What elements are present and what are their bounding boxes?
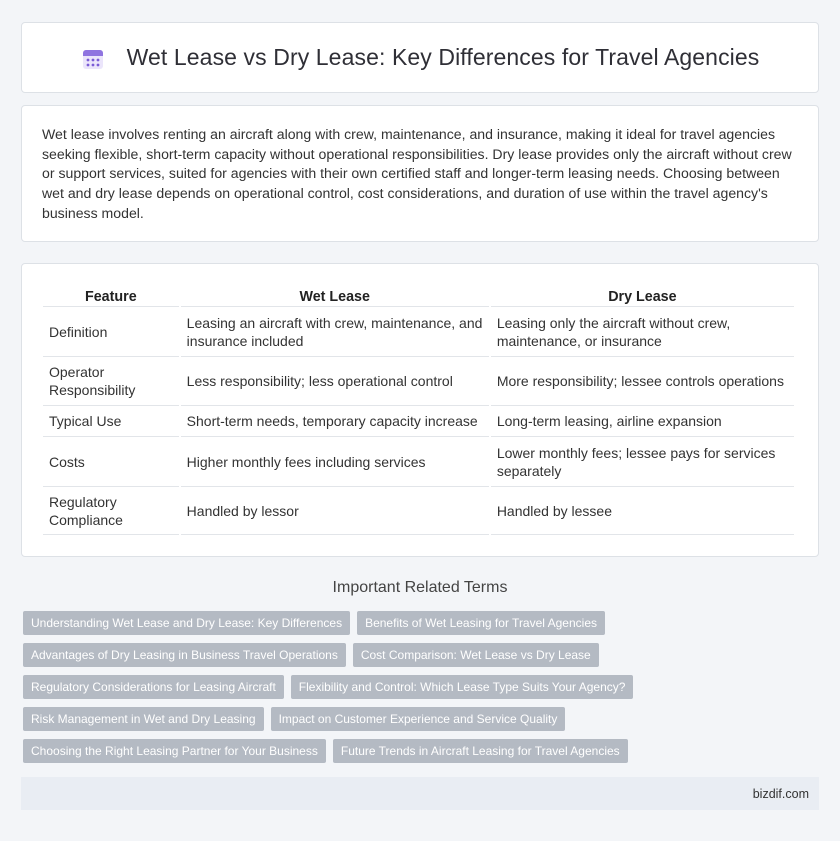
header-wet-lease: Wet Lease bbox=[181, 286, 489, 307]
related-term-link[interactable]: Cost Comparison: Wet Lease vs Dry Lease bbox=[353, 643, 599, 667]
related-terms-title: Important Related Terms bbox=[332, 579, 508, 596]
dry-lease-cell: More responsibility; lessee controls operations bbox=[491, 357, 794, 406]
feature-cell: Definition bbox=[43, 307, 179, 357]
page-title: Wet Lease vs Dry Lease: Key Differences for Travel Agencies bbox=[126, 44, 760, 70]
wet-lease-cell: Handled by lessor bbox=[181, 487, 489, 535]
intro-text: Wet lease involves renting an aircraft along with crew, maintenance, and insurance, making it ideal for travel agencies seeking flexible, short-term capacity without operational responsibilities. Dry lease provides only the aircraft without crew or support services, suited for agencies with their own certified staff and longer-term leasing needs. Choosing between wet and dry lease depends on operational control, cost considerations, and duration of use within the travel agency's business model. bbox=[42, 126, 792, 221]
feature-cell: Operator Responsibility bbox=[43, 357, 179, 406]
table-row bbox=[43, 437, 794, 487]
feature-cell: Costs bbox=[43, 437, 179, 487]
table-header-row bbox=[43, 286, 794, 307]
comparison-table bbox=[41, 286, 796, 535]
footer bbox=[21, 777, 819, 810]
page-header bbox=[21, 22, 819, 93]
wet-lease-cell: Less responsibility; less operational control bbox=[181, 357, 489, 406]
dry-lease-cell: Long-term leasing, airline expansion bbox=[491, 406, 794, 437]
related-term-link[interactable]: Impact on Customer Experience and Service Quality bbox=[271, 707, 566, 731]
dry-lease-cell: Handled by lessee bbox=[491, 487, 794, 535]
related-term-link[interactable]: Risk Management in Wet and Dry Leasing bbox=[23, 707, 264, 731]
table-row bbox=[43, 406, 794, 437]
table-row bbox=[43, 307, 794, 357]
dry-lease-cell: Leasing only the aircraft without crew, maintenance, or insurance bbox=[491, 307, 794, 357]
feature-cell: Regulatory Compliance bbox=[43, 487, 179, 535]
related-term-link[interactable]: Future Trends in Aircraft Leasing for Travel Agencies bbox=[333, 739, 628, 763]
related-term-link[interactable]: Advantages of Dry Leasing in Business Travel Operations bbox=[23, 643, 346, 667]
header-dry-lease: Dry Lease bbox=[491, 286, 794, 307]
feature-cell: Typical Use bbox=[43, 406, 179, 437]
wet-lease-cell: Leasing an aircraft with crew, maintenance, and insurance included bbox=[181, 307, 489, 357]
header-feature: Feature bbox=[43, 286, 179, 307]
comparison-card bbox=[21, 263, 819, 557]
footer-site-link[interactable]: bizdif.com bbox=[752, 786, 809, 801]
related-term-link[interactable]: Understanding Wet Lease and Dry Lease: Key Differences bbox=[23, 611, 350, 635]
dry-lease-cell: Lower monthly fees; lessee pays for services separately bbox=[491, 437, 794, 487]
table-row bbox=[43, 487, 794, 535]
related-term-link[interactable]: Flexibility and Control: Which Lease Type Suits Your Agency? bbox=[291, 675, 634, 699]
wet-lease-cell: Short-term needs, temporary capacity increase bbox=[181, 406, 489, 437]
related-term-link[interactable]: Benefits of Wet Leasing for Travel Agencies bbox=[357, 611, 605, 635]
related-terms-list bbox=[23, 611, 823, 771]
calendar-icon bbox=[81, 47, 105, 71]
intro-card bbox=[21, 105, 819, 242]
related-term-link[interactable]: Choosing the Right Leasing Partner for Your Business bbox=[23, 739, 326, 763]
wet-lease-cell: Higher monthly fees including services bbox=[181, 437, 489, 487]
related-term-link[interactable]: Regulatory Considerations for Leasing Aircraft bbox=[23, 675, 284, 699]
table-row bbox=[43, 357, 794, 406]
